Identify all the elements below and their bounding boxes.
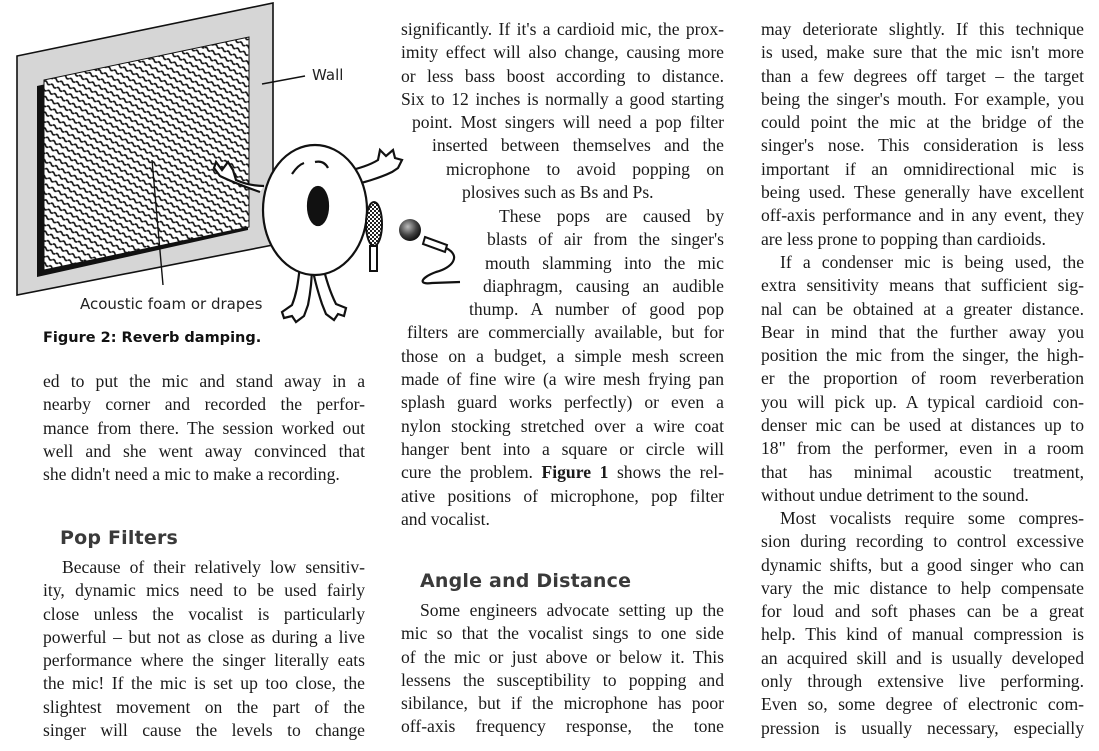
text-line: being used. These generally have excellent [761, 182, 1084, 203]
text-line: that has minimal acoustic treatment, [761, 461, 1084, 482]
text-line: the mic! If the mic is set up too close, the [43, 673, 365, 694]
text-line: denser mic can be used at distances up to [761, 415, 1084, 436]
text-line: These pops are caused by [499, 206, 724, 226]
text-line: mic so that the vocalist sings to one side [401, 623, 724, 644]
wall-shape [17, 3, 273, 295]
text-line: plosives such as Bs and Ps. [462, 182, 654, 203]
text-line: Six to 12 inches is normally a good starting [401, 88, 724, 109]
text-line: nylon stocking stretched over a wire coat [401, 415, 724, 436]
text-line: important if an omnidirectional mic is [761, 158, 1084, 179]
text-line: powerful – but not as close as during a live [43, 626, 365, 647]
text-line: nal can be obtained at a greater distance. [761, 298, 1084, 319]
text-line: significantly. If it's a cardioid mic, the prox- [401, 19, 724, 39]
text-line: If a condenser mic is being used, the [780, 252, 1084, 272]
column-3-angle-continued-paragraph [761, 18, 1084, 251]
text-line: being the singer's mouth. For example, you [761, 88, 1084, 109]
text-line: performance where the singer literally eats [43, 650, 365, 671]
text-line-with-figure-ref [401, 461, 724, 484]
column-2-pops-paragraph [401, 205, 724, 531]
column-2-top-paragraph [401, 18, 724, 204]
text-fragment: shows the rel- [608, 462, 724, 483]
text-line: diaphragm, causing an audible [483, 275, 724, 296]
text-line: an acquired skill and is usually developed [761, 647, 1084, 668]
text-line: without undue detriment to the sound. [761, 484, 1029, 505]
text-line: singer will cause the levels to change [43, 720, 365, 741]
text-line: Even so, some degree of electronic com- [761, 694, 1084, 715]
text-line: nearby corner and recorded the perfor- [43, 394, 365, 415]
text-line: off-axis frequency response, the tone [401, 716, 724, 737]
text-line: may deteriorate slightly. If this technique [761, 19, 1084, 39]
text-line: imity effect will also change, causing more [401, 42, 724, 63]
reverb-damping-illustration [0, 0, 470, 330]
foam-label: Acoustic foam or drapes [80, 295, 263, 313]
text-line: vary the mic distance to help compensate [761, 577, 1084, 598]
text-line: ative positions of microphone, pop filter [401, 485, 724, 506]
text-line: Bear in mind that the further away you [761, 321, 1084, 342]
text-fragment: cure the problem. [401, 462, 542, 483]
text-line: microphone to avoid popping on [446, 158, 724, 179]
text-line: lessens the susceptibility to popping and [401, 669, 724, 690]
text-line: and vocalist. [401, 508, 490, 529]
figure-reverb-damping [0, 0, 470, 330]
text-line: blasts of air from the singer's [487, 229, 724, 250]
wall-label: Wall [312, 66, 344, 84]
column-1-pop-filters-paragraph [43, 556, 365, 742]
text-line: made of fine wire (a wire mesh frying pan [401, 369, 724, 390]
text-line: is used, make sure that the mic isn't more [761, 42, 1084, 63]
text-line: inserted between themselves and the [432, 135, 724, 156]
pop-filter [366, 202, 382, 271]
text-line: of the mic or just above or below it. This [401, 646, 724, 667]
text-line: Most vocalists require some compres- [780, 508, 1084, 528]
heading-angle-and-distance: Angle and Distance [420, 570, 632, 592]
text-line: could point the mic at the bridge of the [761, 112, 1084, 133]
text-line: hanger bent into a square or circle will [401, 438, 724, 459]
text-line: sion during recording to control excessive [761, 531, 1084, 552]
text-line: only through extensive live performing. [761, 671, 1084, 692]
text-line: singer's nose. This consideration is less [761, 135, 1084, 156]
column-1-continued-paragraph [43, 370, 365, 486]
text-line: filters are commercially available, but for [407, 322, 724, 343]
text-line: 18" from the performer, even in a room [761, 438, 1084, 459]
figure-1-reference: Figure 1 [541, 462, 609, 483]
column-3-compression-paragraph [761, 507, 1084, 740]
text-line: or less bass boost according to distance. [401, 65, 724, 86]
text-line: er the proportion of room reverberation [761, 368, 1084, 389]
text-line: she didn't need a mic to make a recording. [43, 464, 340, 485]
text-line: those on a budget, a simple mesh screen [401, 345, 724, 366]
text-line: well and she went away convinced that [43, 440, 365, 461]
text-line: Because of their relatively low sensitiv- [62, 557, 365, 577]
text-line: close unless the vocalist is particularly [43, 603, 365, 624]
text-line: slightest movement on the part of the [43, 696, 365, 717]
text-line: off-axis performance and in any event, they [761, 205, 1084, 226]
text-line: than a few degrees off target – the target [761, 65, 1084, 86]
text-line: mouth slamming into the mic [485, 252, 724, 273]
heading-pop-filters: Pop Filters [60, 527, 179, 549]
text-line: help. This kind of manual compression is [761, 624, 1084, 645]
text-line: ed to put the mic and stand away in a [43, 371, 365, 391]
column-3-condenser-paragraph [761, 251, 1084, 507]
text-line: dynamic shifts, but a good singer who can [761, 554, 1084, 575]
figure-caption: Figure 2: Reverb damping. [43, 330, 262, 346]
text-line: you will pick up. A typical cardioid con- [761, 391, 1084, 412]
text-line: thump. A number of good pop [469, 299, 724, 320]
text-line: mance from there. The session worked out [43, 417, 365, 438]
text-line: Some engineers advocate setting up the [420, 600, 724, 620]
text-line: are less prone to popping than cardioids. [761, 228, 1046, 249]
text-line: sibilance, but if the microphone has poor [401, 693, 724, 714]
text-line: pression is usually necessary, especially [761, 717, 1084, 738]
text-line: splash guard works perfectly) or even a [401, 392, 724, 413]
text-line: point. Most singers will need a pop filter [412, 112, 724, 133]
text-line: position the mic from the singer, the high- [761, 345, 1084, 366]
column-2-angle-paragraph [401, 599, 724, 739]
text-line: ity, dynamic mics need to be used fairly [43, 580, 365, 601]
text-line: extra sensitivity means that sufficient sig- [761, 275, 1084, 296]
text-line: for loud and soft phases can be a great [761, 601, 1084, 622]
